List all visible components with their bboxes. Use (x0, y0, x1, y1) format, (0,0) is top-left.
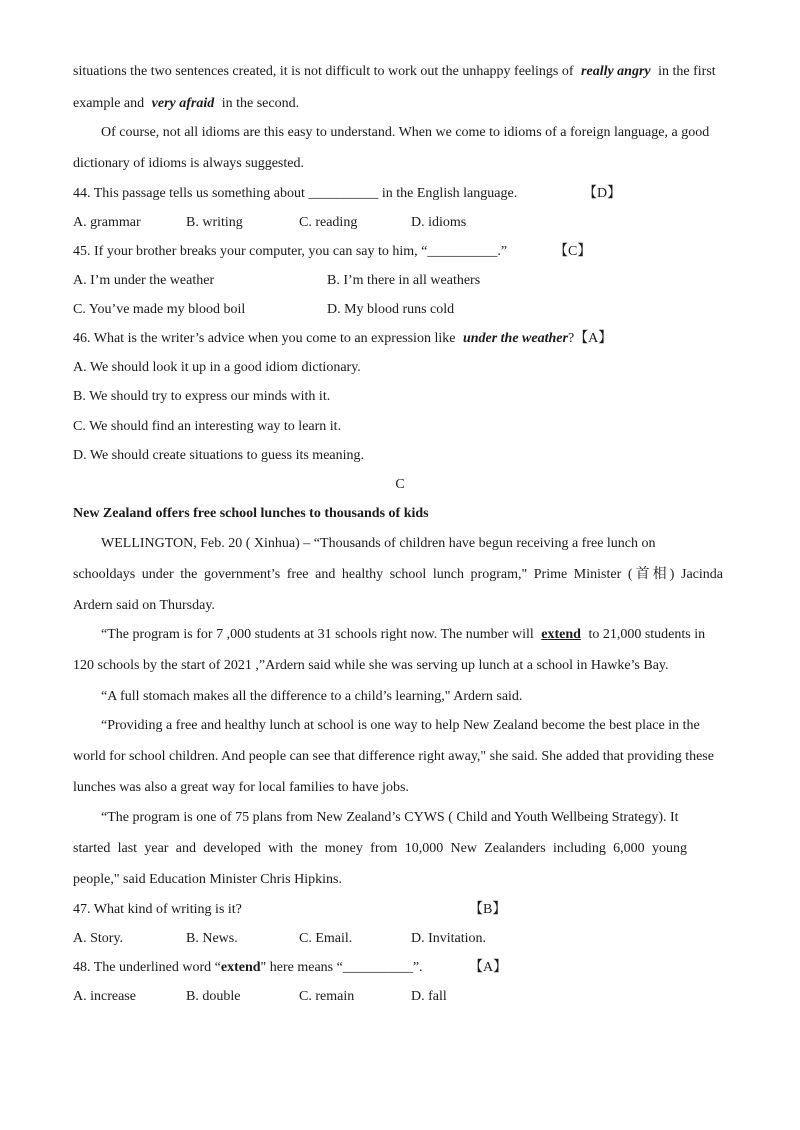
question-46-option-c: C. We should find an interesting way to learn it. (73, 419, 342, 434)
section-heading: C (395, 477, 405, 492)
question-45-option-b: B. I’m there in all weathers (327, 273, 481, 288)
question-48-option-d: D. fall (411, 989, 447, 1004)
question-45-option-d: D. My blood runs cold (327, 302, 455, 317)
text-line: 120 schools by the start of 2021 ,”Ardern said while she was serving up lunch at a school in Hawke’s Bay. (73, 658, 669, 673)
question-44-answer: 【D】 (583, 186, 622, 201)
question-44-stem: 44. This passage tells us something about __________ in the English language. (73, 186, 518, 201)
question-44-option-d: D. idioms (411, 215, 467, 230)
text-line: Ardern said on Thursday. (73, 598, 215, 613)
emphasis-text: under the weather (462, 331, 568, 346)
question-47-option-c: C. Email. (299, 931, 353, 946)
emphasis-text: extend (220, 960, 261, 975)
question-45-option-a: A. I’m under the weather (73, 273, 215, 288)
question-47-stem: 47. What kind of writing is it? (73, 902, 242, 917)
question-45-option-c: C. You’ve made my blood boil (73, 302, 246, 317)
text-line (101, 626, 705, 644)
text: ? (567, 331, 575, 346)
question-48-option-c: C. remain (299, 989, 355, 1004)
question-46-option-b: B. We should try to express our minds with it. (73, 389, 331, 404)
text-line: “Providing a free and healthy lunch at school is one way to help New Zealand become the best place in the (101, 718, 700, 733)
text-line: Of course, not all idioms are this easy to understand. When we come to idioms of a foreign language, a good (101, 125, 710, 140)
underlined-word: extend (541, 627, 581, 642)
text: situations the two sentences created, it is not difficult to work out the unhappy feelings of (73, 64, 574, 79)
question-47-option-d: D. Invitation. (411, 931, 487, 946)
text: example and (73, 96, 145, 111)
question-46-option-d: D. We should create situations to guess its meaning. (73, 448, 365, 463)
text-line: schooldays under the government’s free and healthy school lunch program," Prime Minister (首相) Jacinda (73, 567, 723, 582)
question-45-stem: 45. If your brother breaks your computer, you can say to him, “__________.” (73, 244, 508, 259)
text-line: lunches was also a great way for local families to have jobs. (73, 780, 409, 795)
emphasis-text: really angry (581, 64, 651, 79)
question-46-option-a: A. We should look it up in a good idiom dictionary. (73, 360, 361, 375)
text-line: “The program is one of 75 plans from New Zealand’s CYWS ( Child and Youth Wellbeing Strategy). It (101, 810, 679, 825)
text-line: people," said Education Minister Chris Hipkins. (73, 872, 342, 887)
text-line: world for school children. And people can see that difference right away," she said. She added that providing these (73, 749, 714, 764)
question-46-stem (73, 330, 612, 348)
article-title: New Zealand offers free school lunches to thousands of kids (73, 506, 429, 521)
question-45-answer: 【C】 (554, 244, 592, 259)
question-47-answer: 【B】 (469, 902, 507, 917)
question-46-answer: 【A】 (574, 331, 613, 346)
text-line: “A full stomach makes all the difference to a child’s learning," Ardern said. (101, 689, 523, 704)
text-line: dictionary of idioms is always suggested. (73, 156, 304, 171)
question-48-stem (73, 959, 423, 977)
text-line (73, 95, 299, 113)
text: 48. The underlined word “ (73, 960, 221, 975)
text: 46. What is the writer’s advice when you come to an expression like (73, 331, 456, 346)
text-line: started last year and developed with the money from 10,000 New Zealanders including 6,000 young (73, 841, 687, 856)
text: in the second. (221, 96, 300, 111)
text: to 21,000 students in (588, 627, 706, 642)
question-47-option-b: B. News. (186, 931, 238, 946)
question-48-option-a: A. increase (73, 989, 136, 1004)
text: “The program is for 7 ,000 students at 31 schools right now. The number will (101, 627, 534, 642)
text-line: WELLINGTON, Feb. 20 ( Xinhua) – “Thousands of children have begun receiving a free lunch on (101, 536, 656, 551)
question-48-option-b: B. double (186, 989, 241, 1004)
question-48-answer: 【A】 (469, 960, 508, 975)
text: in the first (658, 64, 716, 79)
question-44-option-c: C. reading (299, 215, 358, 230)
question-47-option-a: A. Story. (73, 931, 124, 946)
question-44-option-a: A. grammar (73, 215, 141, 230)
text: " here means “__________”. (260, 960, 423, 975)
question-44-option-b: B. writing (186, 215, 243, 230)
text-line (73, 63, 716, 81)
emphasis-text: very afraid (151, 96, 215, 111)
